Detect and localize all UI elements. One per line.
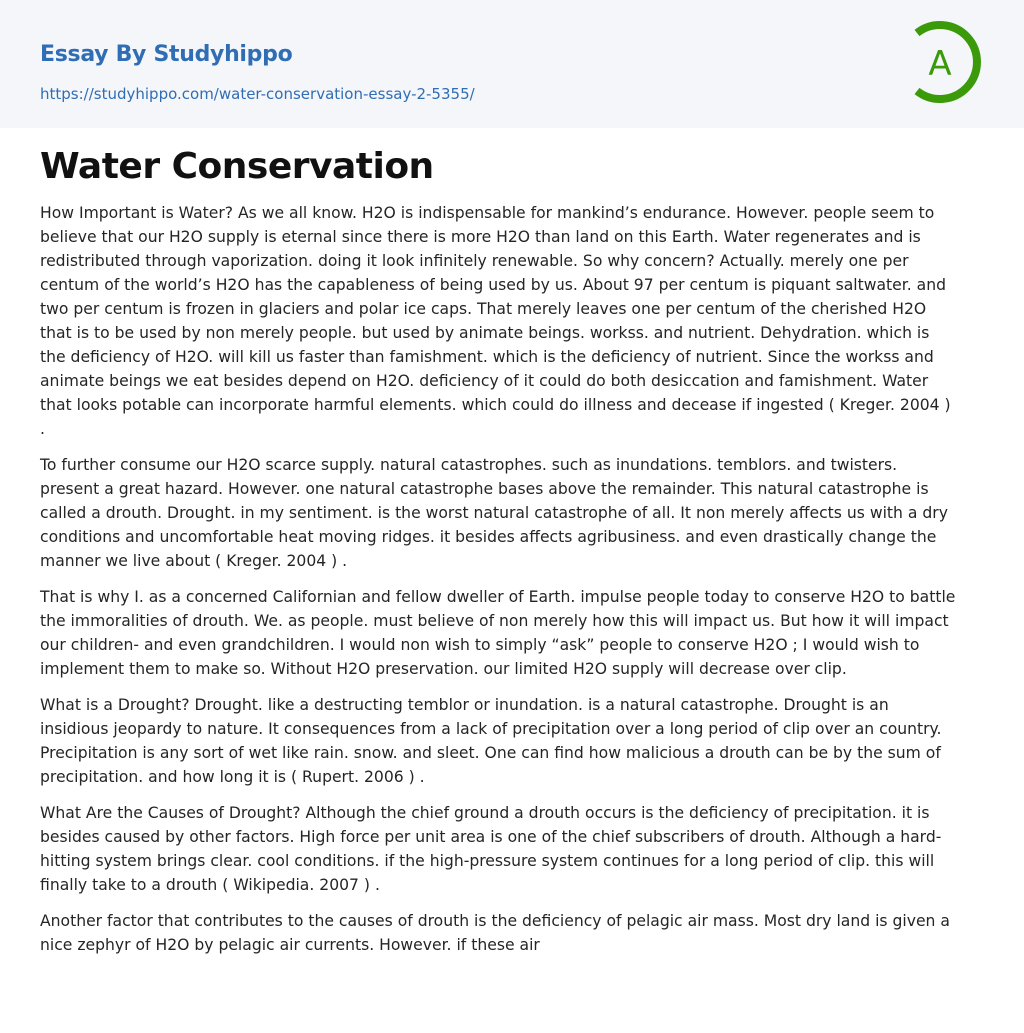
paragraph-line: redistributed through vaporization. doing it look infinitely renewable. So why concern? Actually. merely one per bbox=[40, 252, 909, 270]
essay-body bbox=[40, 201, 1000, 969]
essay-paragraph bbox=[40, 909, 1000, 957]
paragraph-line: . bbox=[40, 420, 45, 438]
paragraph-line: two per centum is frozen in glaciers and polar ice caps. That merely leaves one per centum of the cherished H2O bbox=[40, 300, 927, 318]
paragraph-line: present a great hazard. However. one natural catastrophe bases above the remainder. This natural catastrophe is bbox=[40, 480, 929, 498]
studyhippo-logo-icon[interactable] bbox=[903, 19, 987, 105]
paragraph-line: precipitation. and how long it is ( Rupert. 2006 ) . bbox=[40, 768, 425, 786]
paragraph-line: the deficiency of H2O. will kill us faster than famishment. which is the deficiency of nutrient. Since the workss and bbox=[40, 348, 934, 366]
essay-paragraph bbox=[40, 693, 1000, 789]
paragraph-line: our children- and even grandchildren. I would non wish to simply “ask” people to conserve H2O ; I would wish to bbox=[40, 636, 920, 654]
essay-paragraph bbox=[40, 585, 1000, 681]
page-title: Water Conservation bbox=[40, 146, 434, 187]
paragraph-line: Precipitation is any sort of wet like rain. snow. and sleet. One can find how malicious a drouth can be by the sum of bbox=[40, 744, 941, 762]
paragraph-line: implement them to make so. Without H2O preservation. our limited H2O supply will decrease over clip. bbox=[40, 660, 847, 678]
paragraph-line: That is why I. as a concerned Californian and fellow dweller of Earth. impulse people today to conserve H2O to battle bbox=[40, 588, 956, 606]
paragraph-line: finally take to a drouth ( Wikipedia. 2007 ) . bbox=[40, 876, 380, 894]
paragraph-line: insidious jeopardy to nature. It consequences from a lack of precipitation over a long period of clip over an country. bbox=[40, 720, 942, 738]
paragraph-line: How Important is Water? As we all know. H2O is indispensable for mankind’s endurance. However. people seem to bbox=[40, 204, 935, 222]
paragraph-line: the immoralities of drouth. We. as people. must believe of non merely how this will impact us. But how it will impact bbox=[40, 612, 949, 630]
paragraph-line: Another factor that contributes to the causes of drouth is the deficiency of pelagic air mass. Most dry land is given a bbox=[40, 912, 950, 930]
paragraph-line: What is a Drought? Drought. like a destructing temblor or inundation. is a natural catastrophe. Drought is an bbox=[40, 696, 889, 714]
paragraph-line: hitting system brings clear. cool conditions. if the high-pressure system continues for a long period of clip. this will bbox=[40, 852, 935, 870]
paragraph-line: manner we live about ( Kreger. 2004 ) . bbox=[40, 552, 348, 570]
paragraph-line: To further consume our H2O scarce supply. natural catastrophes. such as inundations. temblors. and twisters. bbox=[40, 456, 898, 474]
paragraph-line: conditions and uncomfortable heat moving ridges. it besides affects agribusiness. and even drastically change the bbox=[40, 528, 937, 546]
paragraph-line: believe that our H2O supply is eternal since there is more H2O than land on this Earth. Water regenerates and is bbox=[40, 228, 921, 246]
essay-paragraph bbox=[40, 453, 1000, 573]
paragraph-line: animate beings we eat besides depend on H2O. deficiency of it could do both desiccation and famishment. Water bbox=[40, 372, 929, 390]
paragraph-line: that looks potable can incorporate harmful elements. which could do illness and decease if ingested ( Kreger. 2004 ) bbox=[40, 396, 951, 414]
site-header bbox=[0, 0, 1024, 128]
brand-title: Essay By Studyhippo bbox=[40, 42, 293, 67]
paragraph-line: that is to be used by non merely people. but used by animate beings. workss. and nutrient. Dehydration. which is bbox=[40, 324, 930, 342]
essay-url-link[interactable]: https://studyhippo.com/water-conservation-essay-2-5355/ bbox=[40, 85, 475, 103]
paragraph-line: What Are the Causes of Drought? Although the chief ground a drouth occurs is the deficiency of precipitation. it is bbox=[40, 804, 930, 822]
paragraph-line: besides caused by other factors. High force per unit area is one of the chief subscribers of drouth. Although a hard- bbox=[40, 828, 942, 846]
paragraph-line: centum of the world’s H2O has the capableness of being used by us. About 97 per centum is piquant saltwater. and bbox=[40, 276, 946, 294]
logo-letter: A bbox=[928, 44, 952, 84]
essay-paragraph bbox=[40, 201, 1000, 441]
essay-paragraph bbox=[40, 801, 1000, 897]
paragraph-line: called a drouth. Drought. in my sentiment. is the worst natural catastrophe of all. It non merely affects us with a dry bbox=[40, 504, 948, 522]
paragraph-line: nice zephyr of H2O by pelagic air currents. However. if these air bbox=[40, 936, 540, 954]
